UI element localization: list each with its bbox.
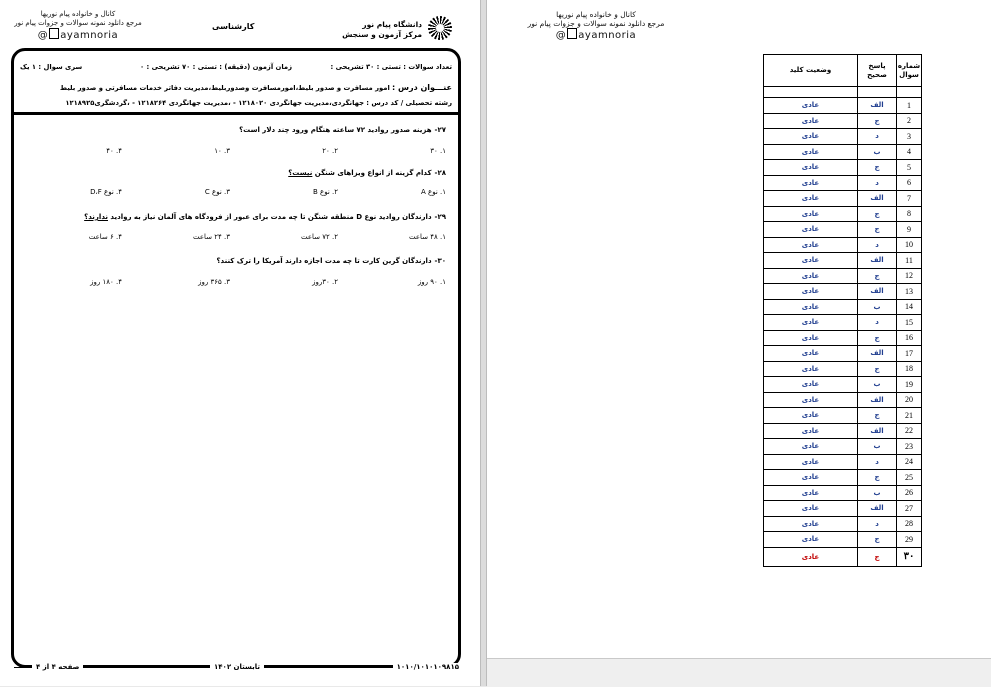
- major-label: رشته تحصیلی / کد درس :: [366, 99, 452, 107]
- cell-key-status: عادی: [764, 439, 858, 455]
- question-emphasis: نیست؟: [288, 169, 313, 177]
- cell-key-status: عادی: [764, 532, 858, 548]
- cell-correct-answer: د: [858, 516, 897, 532]
- spacer-cell: [764, 87, 858, 98]
- cell-question-number: 21: [897, 408, 922, 424]
- cell-correct-answer: الف: [858, 284, 897, 300]
- cell-key-status: عادی: [764, 129, 858, 145]
- exam-page: [0, 0, 480, 686]
- header-question-number: شماره سوال: [897, 55, 922, 87]
- question-text: دارندگان گرین کارت تا چه مدت اجازه دارند آمریکا را ترک کنند؟: [216, 257, 432, 265]
- handle-prefix: @: [555, 30, 567, 41]
- cell-key-status: عادی: [764, 470, 858, 486]
- course-label: عنـــوان درس :: [391, 83, 452, 92]
- cell-correct-answer: ب: [858, 377, 897, 393]
- footer-page-number: صفحه ۴ از ۴: [32, 663, 83, 672]
- university-name: دانشگاه پیام نور: [362, 20, 422, 29]
- cell-question-number: 25: [897, 470, 922, 486]
- cell-key-status: عادی: [764, 485, 858, 501]
- cell-key-status: عادی: [764, 206, 858, 222]
- cell-correct-answer: الف: [858, 501, 897, 517]
- question-number: ۲۸-: [434, 169, 446, 177]
- option-4: ۴. ۶ ساعت: [88, 233, 122, 241]
- degree-level: کارشناسی: [212, 22, 255, 31]
- header-divider: [14, 112, 458, 115]
- page-gutter: [480, 0, 487, 686]
- questions-count: تعداد سوالات : تستی : ۳۰ تشریحی :: [330, 63, 452, 71]
- cell-correct-answer: الف: [858, 191, 897, 207]
- cell-correct-answer: د: [858, 129, 897, 145]
- cell-correct-answer: الف: [858, 98, 897, 114]
- footer-semester: تابستان ۱۴۰۲: [210, 663, 264, 672]
- cell-correct-answer: ج: [858, 222, 897, 238]
- handle-suffix: ayamnoria: [60, 30, 119, 41]
- channel-line-2: مرجع دانلود نمونه سوالات و جزوات پیام نور: [14, 19, 142, 27]
- cell-key-status: عادی: [764, 408, 858, 424]
- cell-key-status: عادی: [764, 516, 858, 532]
- cell-question-number: 26: [897, 485, 922, 501]
- cell-key-status: عادی: [764, 113, 858, 129]
- cell-question-number: 4: [897, 144, 922, 160]
- question-28: [288, 169, 446, 178]
- cell-key-status: عادی: [764, 191, 858, 207]
- cell-question-number: 8: [897, 206, 922, 222]
- cell-key-status: عادی: [764, 253, 858, 269]
- option-1: ۱. نوع A: [421, 188, 446, 196]
- cell-question-number: 1: [897, 98, 922, 114]
- table-row: [764, 392, 922, 408]
- cell-correct-answer: ب: [858, 144, 897, 160]
- table-row: [764, 423, 922, 439]
- cell-correct-answer: ج: [858, 547, 897, 566]
- handle-prefix: @: [37, 30, 49, 41]
- university-logo-icon: [428, 16, 452, 40]
- cell-correct-answer: ج: [858, 361, 897, 377]
- option-2: ۲. ۷۲ ساعت: [300, 233, 338, 241]
- cell-key-status: عادی: [764, 175, 858, 191]
- handle-suffix: ayamnoria: [578, 30, 637, 41]
- cell-key-status: عادی: [764, 454, 858, 470]
- question-text: هزینه صدور روادید ۷۲ ساعته هنگام ورود چند دلار است؟: [239, 126, 432, 134]
- table-row: [764, 129, 922, 145]
- question-emphasis: ندارند؟: [84, 213, 108, 221]
- question-27: [239, 126, 446, 135]
- cell-correct-answer: ج: [858, 160, 897, 176]
- table-row: [764, 299, 922, 315]
- exam-footer: [14, 663, 459, 673]
- table-row: [764, 501, 922, 517]
- p-logo-icon: [49, 28, 59, 39]
- cell-correct-answer: ج: [858, 206, 897, 222]
- channel-watermark: [501, 10, 691, 42]
- cell-key-status: عادی: [764, 423, 858, 439]
- cell-key-status: عادی: [764, 222, 858, 238]
- question-number: ۲۹-: [434, 213, 446, 221]
- cell-key-status: عادی: [764, 98, 858, 114]
- major-value: جهانگردی،مدیریت جهانگردی ۱۲۱۸۰۲۰ - ،مدیریت جهانگردی ۱۲۱۸۲۶۴ - ،گردشگری۱۲۱۸۹۲۵: [65, 99, 365, 107]
- channel-handle: [14, 28, 142, 42]
- table-row: [764, 253, 922, 269]
- cell-key-status: عادی: [764, 315, 858, 331]
- cell-key-status: عادی: [764, 377, 858, 393]
- cell-key-status: عادی: [764, 346, 858, 362]
- cell-correct-answer: د: [858, 454, 897, 470]
- channel-handle: [501, 28, 691, 42]
- exam-frame: [11, 48, 461, 668]
- cell-key-status: عادی: [764, 144, 858, 160]
- cell-correct-answer: ج: [858, 268, 897, 284]
- option-3: ۳. ۲۴ ساعت: [192, 233, 230, 241]
- table-row: [764, 377, 922, 393]
- option-1: ۱. ۳۰: [430, 147, 446, 155]
- cell-question-number: 5: [897, 160, 922, 176]
- table-row: [764, 113, 922, 129]
- channel-line-1: کانال و خانواده پیام نوریها: [40, 10, 116, 18]
- cell-correct-answer: الف: [858, 392, 897, 408]
- question-number: ۲۷-: [434, 126, 446, 134]
- channel-watermark: [14, 10, 142, 42]
- cell-key-status: عادی: [764, 501, 858, 517]
- table-row: [764, 532, 922, 548]
- cell-question-number: 29: [897, 532, 922, 548]
- cell-correct-answer: ج: [858, 408, 897, 424]
- cell-question-number: 10: [897, 237, 922, 253]
- option-2: ۲. نوع B: [313, 188, 338, 196]
- course-title-row: [20, 83, 452, 93]
- cell-question-number: 14: [897, 299, 922, 315]
- table-row: [764, 408, 922, 424]
- table-row: [764, 346, 922, 362]
- table-row: [764, 144, 922, 160]
- question-29: [84, 213, 446, 222]
- table-spacer-row: [764, 87, 922, 98]
- table-row: [764, 268, 922, 284]
- table-row: [764, 222, 922, 238]
- cell-key-status: عادی: [764, 237, 858, 253]
- option-2: ۲. ۳۰روز: [312, 278, 338, 286]
- cell-question-number: 13: [897, 284, 922, 300]
- cell-question-number: 23: [897, 439, 922, 455]
- cell-question-number: 7: [897, 191, 922, 207]
- exam-time: زمان آزمون (دقیقه) : تستی : ۷۰ تشریحی : ۰: [140, 63, 292, 71]
- cell-correct-answer: د: [858, 315, 897, 331]
- university-name-block: [342, 20, 422, 40]
- option-1: ۱. ۹۰ روز: [417, 278, 446, 286]
- option-3: ۳. نوع C: [204, 188, 230, 196]
- cell-correct-answer: د: [858, 175, 897, 191]
- university-subtitle: مرکز آزمون و سنجش: [342, 30, 422, 39]
- cell-correct-answer: ب: [858, 485, 897, 501]
- option-4: ۴. ۴۰: [106, 147, 122, 155]
- cell-correct-answer: ب: [858, 439, 897, 455]
- cell-correct-answer: ب: [858, 299, 897, 315]
- cell-question-number: 17: [897, 346, 922, 362]
- table-row: [764, 439, 922, 455]
- cell-question-number: ۳۰: [897, 547, 922, 566]
- course-title: امور مسافرت و صدور بلیط،امورمسافرت وصدوربلیط،مدیریت دفاتر خدمات مسافرتی و صدور بلیط: [59, 84, 390, 92]
- cell-question-number: 24: [897, 454, 922, 470]
- table-row: [764, 330, 922, 346]
- cell-correct-answer: د: [858, 237, 897, 253]
- cell-question-number: 27: [897, 501, 922, 517]
- footer-code: ۱۰۱۰/۱۰۱۰۱۰۹۸۱۵: [393, 663, 459, 672]
- option-1: ۱. ۴۸ ساعت: [408, 233, 446, 241]
- table-row: [764, 175, 922, 191]
- table-row: [764, 315, 922, 331]
- answer-key-body: [764, 87, 922, 567]
- cell-question-number: 20: [897, 392, 922, 408]
- cell-question-number: 19: [897, 377, 922, 393]
- cell-correct-answer: ج: [858, 532, 897, 548]
- header-key-status: وضعیت کلید: [764, 55, 858, 87]
- question-series: سری سوال : ۱ یک: [20, 63, 83, 71]
- answer-key-table: [763, 54, 922, 567]
- table-row: [764, 485, 922, 501]
- cell-correct-answer: الف: [858, 346, 897, 362]
- question-text: دارندگان روادید نوع D منطقه شنگن تا چه مدت برای عبور از فرودگاه های آلمان نیاز به روادید: [108, 213, 432, 221]
- question-number: ۳۰-: [434, 257, 446, 265]
- table-row: [764, 547, 922, 566]
- table-row: [764, 160, 922, 176]
- table-row: [764, 206, 922, 222]
- option-4: ۴. نوع D،F: [90, 188, 122, 196]
- cell-question-number: 16: [897, 330, 922, 346]
- table-row: [764, 191, 922, 207]
- table-row: [764, 284, 922, 300]
- cell-question-number: 3: [897, 129, 922, 145]
- table-row: [764, 516, 922, 532]
- cell-question-number: 15: [897, 315, 922, 331]
- spacer-cell: [858, 87, 897, 98]
- question-text: کدام گزینه از انواع ویزاهای شنگن: [312, 169, 432, 177]
- cell-key-status: عادی: [764, 299, 858, 315]
- major-row: [20, 99, 452, 108]
- table-header-row: [764, 55, 922, 87]
- cell-question-number: 12: [897, 268, 922, 284]
- cell-question-number: 22: [897, 423, 922, 439]
- cell-correct-answer: ج: [858, 330, 897, 346]
- cell-correct-answer: الف: [858, 423, 897, 439]
- option-4: ۴. ۱۸۰ روز: [90, 278, 122, 286]
- header-correct-answer: پاسخ صحیح: [858, 55, 897, 87]
- p-logo-icon: [567, 28, 577, 39]
- table-row: [764, 470, 922, 486]
- question-30: [216, 257, 446, 266]
- cell-correct-answer: ج: [858, 470, 897, 486]
- cell-key-status: عادی: [764, 361, 858, 377]
- table-row: [764, 98, 922, 114]
- cell-key-status: عادی: [764, 392, 858, 408]
- cell-question-number: 18: [897, 361, 922, 377]
- cell-key-status: عادی: [764, 268, 858, 284]
- viewer-bottom-bar: [487, 658, 991, 687]
- spacer-cell: [897, 87, 922, 98]
- table-row: [764, 237, 922, 253]
- cell-key-status: عادی: [764, 330, 858, 346]
- cell-question-number: 6: [897, 175, 922, 191]
- cell-key-status: عادی: [764, 160, 858, 176]
- cell-question-number: 28: [897, 516, 922, 532]
- cell-correct-answer: الف: [858, 253, 897, 269]
- option-3: ۳. ۱۰: [214, 147, 230, 155]
- cell-key-status: عادی: [764, 547, 858, 566]
- channel-line-1: کانال و خانواده پیام نوریها: [556, 10, 636, 19]
- cell-correct-answer: ج: [858, 113, 897, 129]
- cell-question-number: 2: [897, 113, 922, 129]
- option-3: ۳. ۳۶۵ روز: [198, 278, 230, 286]
- channel-line-2: مرجع دانلود نمونه سوالات و جزوات پیام نور: [527, 19, 665, 28]
- option-2: ۲. ۲۰: [322, 147, 338, 155]
- cell-question-number: 11: [897, 253, 922, 269]
- table-row: [764, 361, 922, 377]
- cell-key-status: عادی: [764, 284, 858, 300]
- table-row: [764, 454, 922, 470]
- cell-question-number: 9: [897, 222, 922, 238]
